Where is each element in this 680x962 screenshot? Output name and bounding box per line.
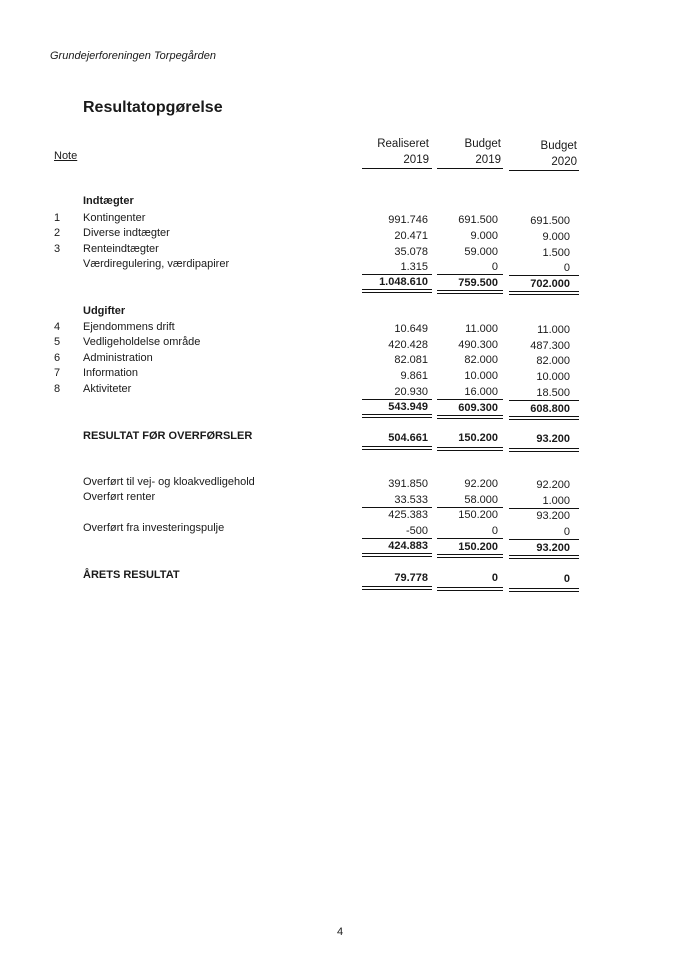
transfers-total-double-rule	[437, 554, 503, 558]
transfers-subtotal-rule	[362, 507, 432, 508]
year-result-double-rule	[362, 586, 432, 590]
expenses-total-double-rule	[509, 416, 579, 420]
value-budget-2020: 691.500	[530, 215, 570, 227]
income-heading: Indtægter	[83, 195, 134, 207]
row-label: Overført fra investeringspulje	[83, 522, 225, 534]
income-subtotal-rule	[437, 274, 503, 275]
income-total-double-rule	[362, 289, 432, 293]
value-realiseret-2019: 9.861	[400, 370, 428, 382]
row-label: Vedligeholdelse område	[83, 336, 201, 348]
value-budget-2019: 82.000	[464, 354, 498, 366]
row-label: Kontingenter	[83, 212, 146, 224]
row-label: Værdiregulering, værdipapirer	[83, 258, 230, 270]
value-realiseret-2019: 991.746	[388, 214, 428, 226]
value-budget-2019: 0	[491, 261, 498, 273]
transfers-total-rule	[437, 538, 503, 539]
value-budget-2019: 58.000	[464, 494, 498, 506]
col2-header-rule	[437, 168, 503, 169]
row-label: Renteindtægter	[83, 243, 159, 255]
value-budget-2019: 0	[491, 525, 498, 537]
value-realiseret-2019: 420.428	[388, 339, 428, 351]
note-column-header: Note	[54, 150, 78, 162]
subtotal-budget-2020: 93.200	[536, 510, 570, 522]
row-label: Overført til vej- og kloakvedligehold	[83, 476, 255, 488]
row-label: ÅRETS RESULTAT	[83, 569, 180, 581]
expenses-heading: Udgifter	[83, 305, 126, 317]
transfers-subtotal-rule	[437, 507, 503, 508]
value-budget-2019: 59.000	[464, 246, 498, 258]
total-budget-2019: 759.500	[458, 277, 498, 289]
subtotal-realiseret-2019: 425.383	[388, 509, 428, 521]
expenses-total-double-rule	[362, 414, 432, 418]
value-budget-2020: 82.000	[536, 355, 570, 367]
value-budget-2019: 16.000	[464, 386, 498, 398]
page-number: 4	[336, 926, 344, 938]
page-title: Resultatopgørelse	[83, 99, 223, 116]
value-realiseret-2019: 79.778	[394, 572, 428, 584]
value-budget-2019: 9.000	[470, 230, 498, 242]
value-budget-2020: 18.500	[536, 387, 570, 399]
col1-header-line2: 2019	[403, 154, 429, 166]
total-realiseret-2019: 424.883	[388, 540, 428, 552]
result-before-double-rule	[362, 446, 432, 450]
value-realiseret-2019: 10.649	[394, 323, 428, 335]
income-subtotal-rule	[509, 275, 579, 276]
total-budget-2019: 609.300	[458, 402, 498, 414]
value-budget-2019: 92.200	[464, 478, 498, 490]
result-before-double-rule	[437, 447, 503, 451]
value-realiseret-2019: 20.930	[394, 386, 428, 398]
value-realiseret-2019: -500	[405, 525, 428, 537]
note-number: 1	[54, 212, 61, 224]
transfers-total-double-rule	[362, 553, 432, 557]
value-budget-2019: 150.200	[458, 432, 498, 444]
value-budget-2020: 1.000	[542, 495, 570, 507]
note-number: 8	[54, 383, 61, 395]
col1-header-line1: Realiseret	[377, 138, 429, 150]
note-number: 6	[54, 352, 61, 364]
income-subtotal-rule	[362, 274, 432, 275]
row-label: Diverse indtægter	[83, 227, 170, 239]
row-label: Overført renter	[83, 491, 156, 503]
row-label: RESULTAT FØR OVERFØRSLER	[83, 430, 253, 442]
value-realiseret-2019: 504.661	[388, 432, 428, 444]
col3-header-rule	[509, 170, 579, 171]
value-budget-2020: 0	[563, 262, 570, 274]
total-budget-2020: 608.800	[530, 403, 570, 415]
transfers-total-double-rule	[509, 555, 579, 559]
note-number: 5	[54, 336, 61, 348]
result-before-double-rule	[509, 448, 579, 452]
expenses-subtotal-rule	[437, 399, 503, 400]
year-result-double-rule	[509, 588, 579, 592]
col2-header-line1: Budget	[464, 138, 501, 150]
note-number: 7	[54, 367, 61, 379]
organization-name: Grundejerforeningen Torpegården	[50, 50, 216, 62]
total-budget-2019: 150.200	[458, 541, 498, 553]
value-realiseret-2019: 391.850	[388, 478, 428, 490]
value-budget-2020: 0	[563, 526, 570, 538]
transfers-total-rule	[509, 539, 579, 540]
note-number: 3	[54, 243, 61, 255]
value-budget-2020: 487.300	[530, 340, 570, 352]
value-budget-2019: 691.500	[458, 214, 498, 226]
note-number: 4	[54, 321, 61, 333]
value-budget-2020: 93.200	[536, 433, 570, 445]
income-total-double-rule	[509, 291, 579, 295]
row-label: Aktiviteter	[83, 383, 132, 395]
total-budget-2020: 93.200	[536, 542, 570, 554]
row-label: Administration	[83, 352, 153, 364]
value-budget-2019: 0	[491, 572, 498, 584]
total-realiseret-2019: 1.048.610	[379, 276, 428, 288]
row-label: Information	[83, 367, 139, 379]
income-total-double-rule	[437, 290, 503, 294]
value-budget-2020: 1.500	[542, 247, 570, 259]
transfers-subtotal-rule	[509, 508, 579, 509]
value-budget-2020: 0	[563, 573, 570, 585]
value-budget-2020: 92.200	[536, 479, 570, 491]
col3-header-line1: Budget	[540, 140, 577, 152]
value-realiseret-2019: 82.081	[394, 354, 428, 366]
transfers-total-rule	[362, 538, 432, 539]
total-budget-2020: 702.000	[530, 278, 570, 290]
value-realiseret-2019: 1.315	[400, 261, 428, 273]
row-label: Ejendommens drift	[83, 321, 175, 333]
value-budget-2019: 11.000	[465, 323, 498, 335]
expenses-subtotal-rule	[509, 400, 579, 401]
value-budget-2020: 10.000	[536, 371, 570, 383]
value-budget-2019: 490.300	[458, 339, 498, 351]
col1-header-rule	[362, 168, 432, 169]
value-budget-2020: 11.000	[537, 324, 570, 336]
col2-header-line2: 2019	[475, 154, 501, 166]
note-number: 2	[54, 227, 61, 239]
expenses-total-double-rule	[437, 415, 503, 419]
value-realiseret-2019: 33.533	[394, 494, 428, 506]
value-budget-2019: 10.000	[464, 370, 498, 382]
value-realiseret-2019: 35.078	[394, 246, 428, 258]
expenses-subtotal-rule	[362, 399, 432, 400]
value-realiseret-2019: 20.471	[394, 230, 428, 242]
year-result-double-rule	[437, 587, 503, 591]
value-budget-2020: 9.000	[542, 231, 570, 243]
subtotal-budget-2019: 150.200	[458, 509, 498, 521]
total-realiseret-2019: 543.949	[388, 401, 428, 413]
col3-header-line2: 2020	[551, 156, 577, 168]
